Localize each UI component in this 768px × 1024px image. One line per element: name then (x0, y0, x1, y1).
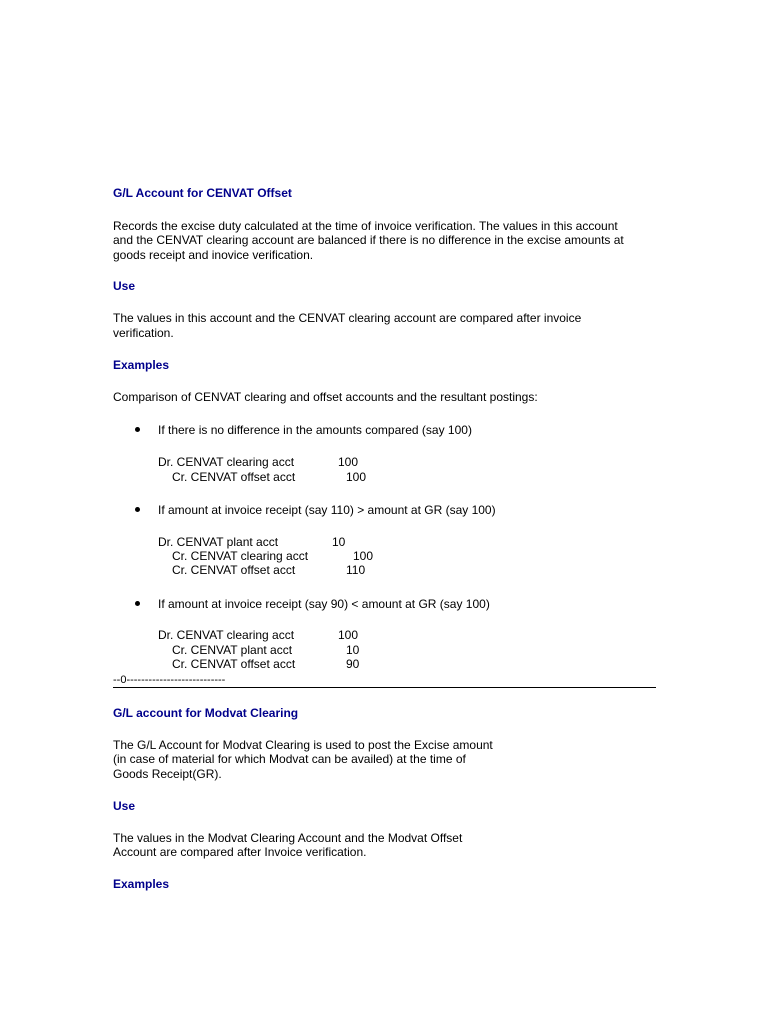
entry-label: Cr. CENVAT plant acct (172, 643, 293, 657)
paragraph-line: The values in this account and the CENVAT clearing account are compared after invoice (113, 311, 582, 325)
bullet-icon (135, 427, 140, 432)
examples-intro: Comparison of CENVAT clearing and offset accounts and the resultant postings: (113, 390, 538, 404)
entry-label: Cr. CENVAT offset acct (172, 657, 296, 671)
horizontal-rule (113, 687, 656, 688)
bullet-icon (135, 507, 140, 512)
use-heading: Use (113, 799, 136, 813)
paragraph-line: verification. (113, 326, 174, 340)
examples-heading: Examples (113, 877, 170, 891)
paragraph-line: Account are compared after Invoice verification. (113, 845, 367, 859)
case-bullet-text: If amount at invoice receipt (say 90) < amount at GR (say 100) (158, 597, 490, 611)
paragraph-line: Records the excise duty calculated at the time of invoice verification. The values in this account (113, 219, 618, 233)
entry-amount: 10 (332, 535, 346, 549)
separator-text: --0--------------------------- (113, 674, 226, 686)
paragraph-line: The values in the Modvat Clearing Account and the Modvat Offset (113, 831, 463, 845)
section-title-cenvat-offset: G/L Account for CENVAT Offset (113, 186, 292, 200)
paragraph-line: (in case of material for which Modvat can be availed) at the time of (113, 752, 466, 766)
entry-amount: 110 (346, 563, 366, 577)
paragraph-line: goods receipt and inovice verification. (113, 248, 314, 262)
examples-heading: Examples (113, 358, 170, 372)
bullet-icon (135, 601, 140, 606)
entry-amount: 100 (346, 470, 367, 484)
section-title-modvat-clearing: G/L account for Modvat Clearing (113, 706, 299, 720)
entry-amount: 100 (338, 455, 359, 469)
case-bullet-text: If there is no difference in the amounts compared (say 100) (158, 423, 472, 437)
use-heading: Use (113, 279, 136, 293)
paragraph-line: The G/L Account for Modvat Clearing is used to post the Excise amount (113, 738, 493, 752)
entry-amount: 90 (346, 657, 360, 671)
case-bullet-text: If amount at invoice receipt (say 110) > amount at GR (say 100) (158, 503, 496, 517)
entry-label: Dr. CENVAT clearing acct (158, 455, 295, 469)
paragraph-line: Goods Receipt(GR). (113, 767, 222, 781)
entry-label: Cr. CENVAT offset acct (172, 563, 296, 577)
entry-amount: 100 (338, 628, 359, 642)
entry-label: Cr. CENVAT offset acct (172, 470, 296, 484)
paragraph-line: and the CENVAT clearing account are balanced if there is no difference in the excise amounts at (113, 233, 624, 247)
entry-label: Cr. CENVAT clearing acct (172, 549, 309, 563)
entry-label: Dr. CENVAT plant acct (158, 535, 279, 549)
entry-label: Dr. CENVAT clearing acct (158, 628, 295, 642)
entry-amount: 100 (353, 549, 374, 563)
entry-amount: 10 (346, 643, 360, 657)
